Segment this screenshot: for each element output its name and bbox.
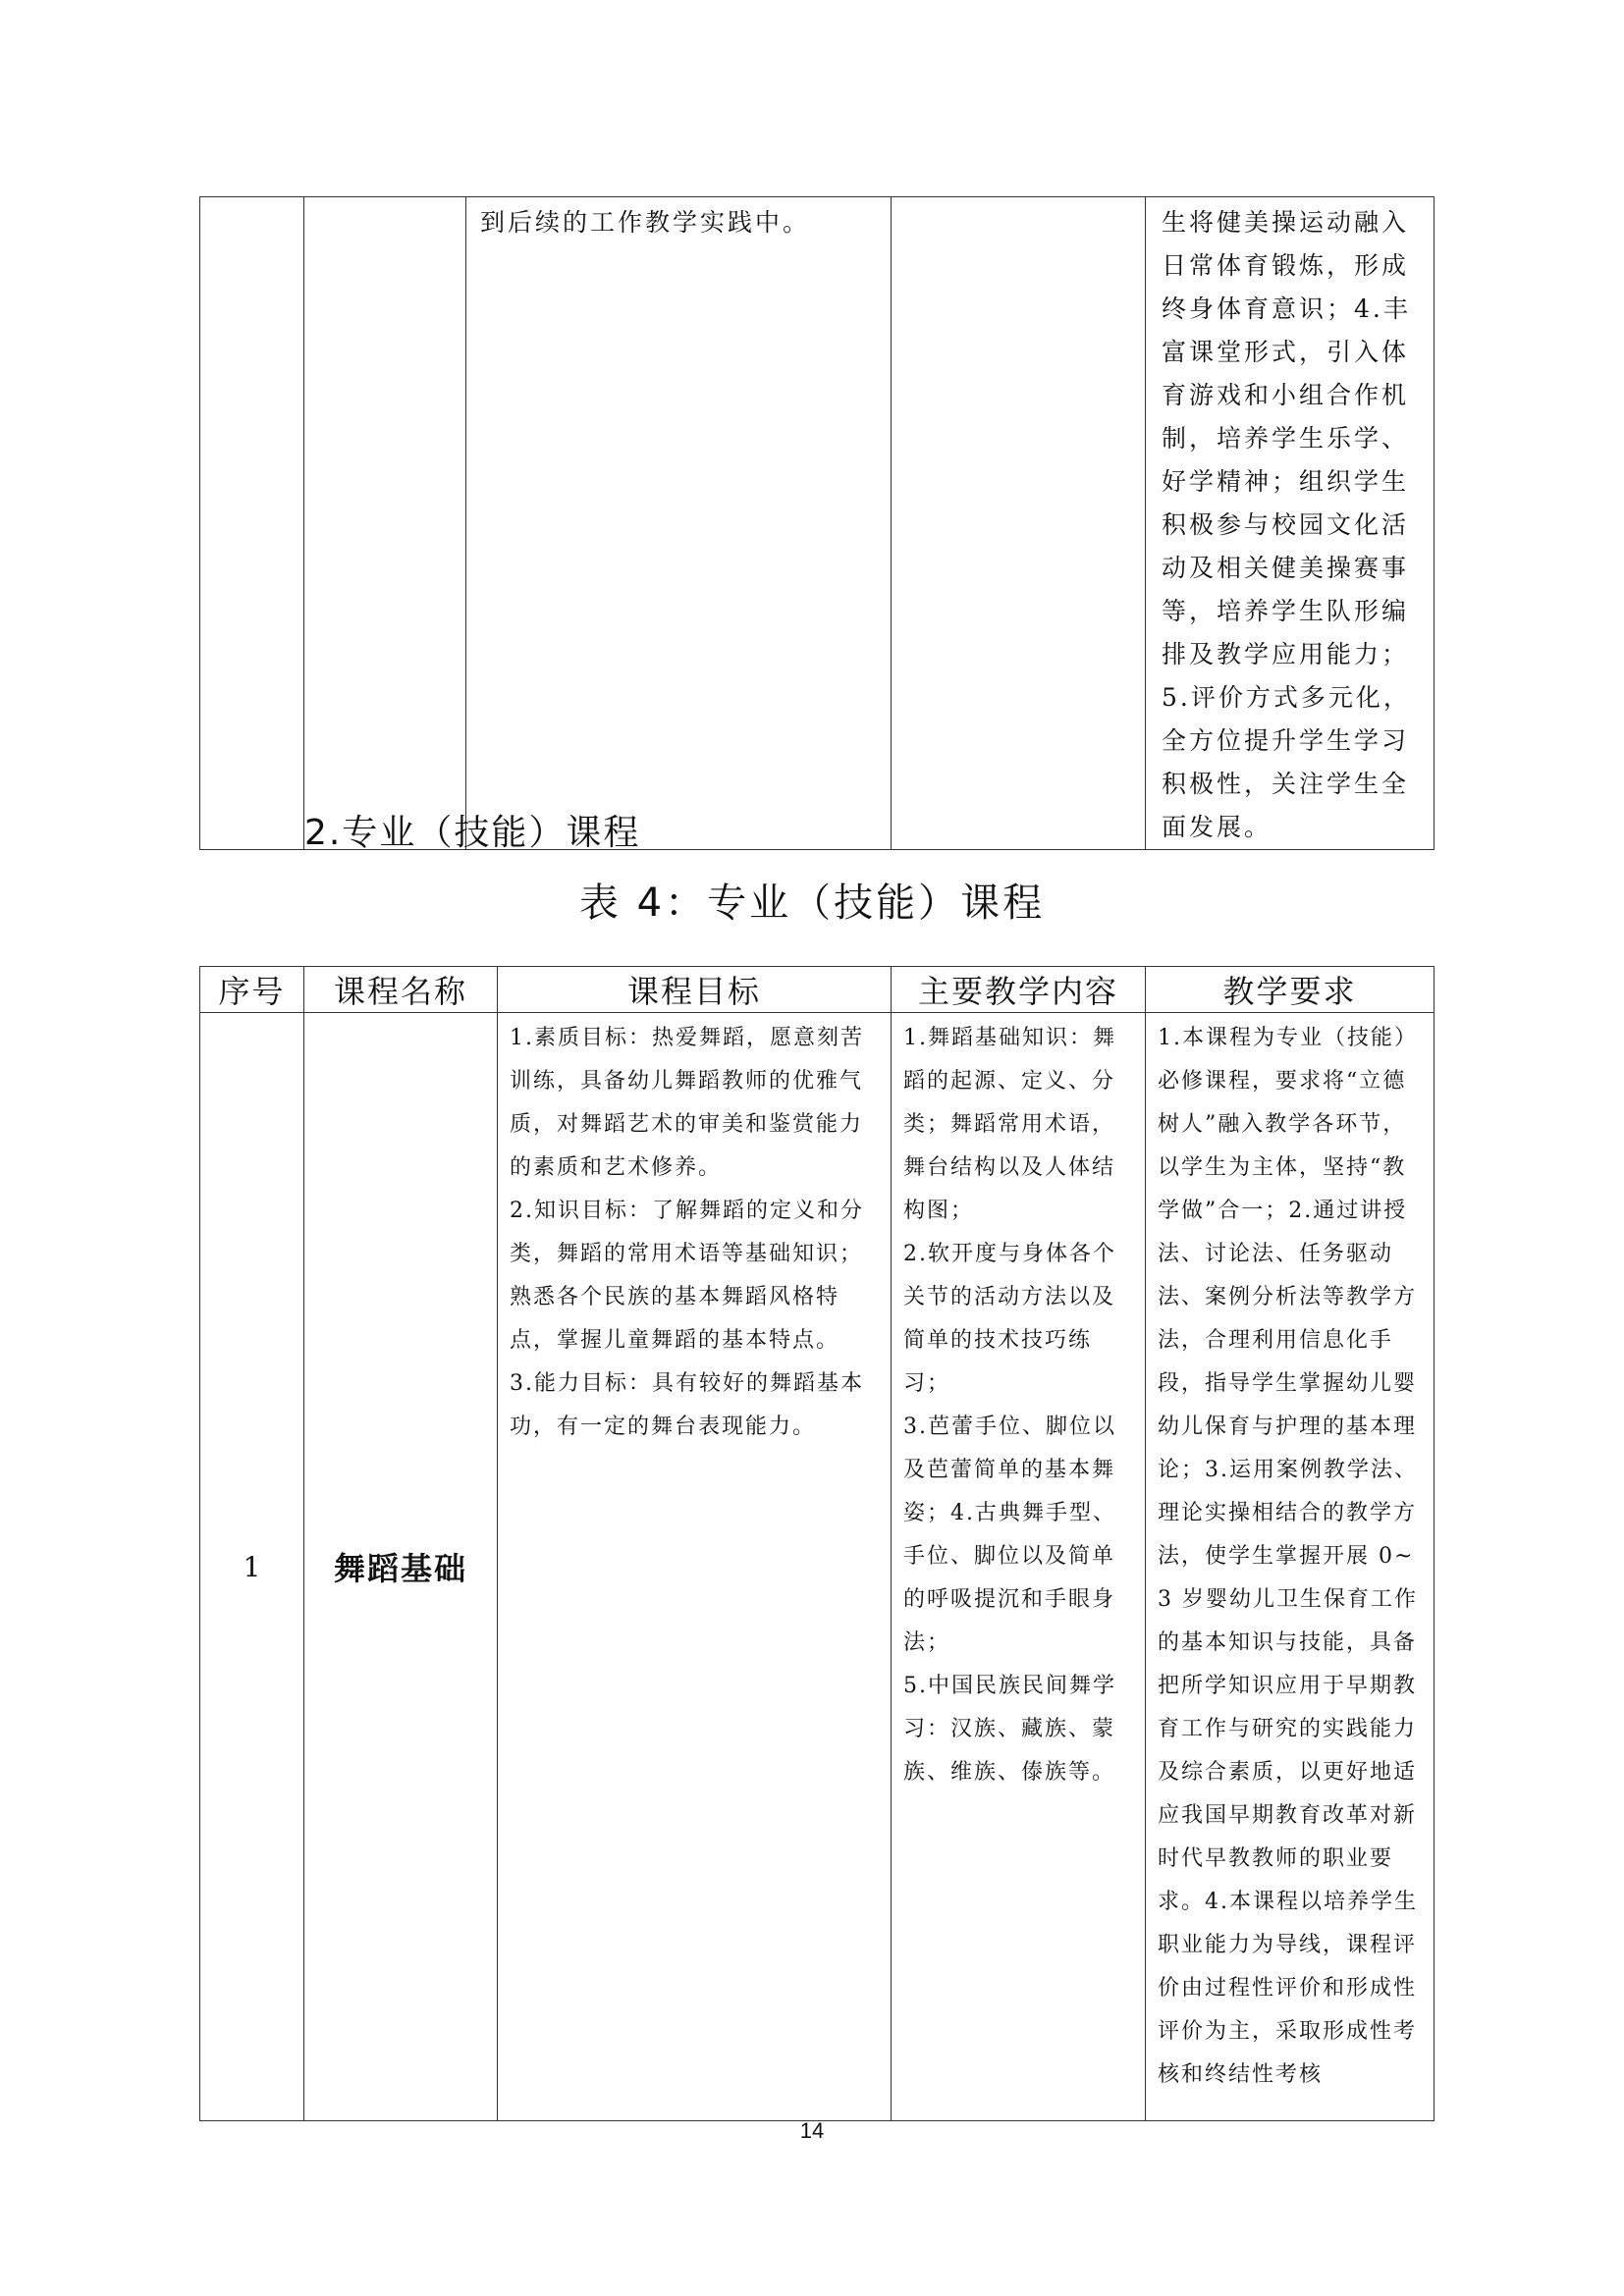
seq-cell: 1 [200,1013,304,2121]
header-goal: 课程目标 [498,967,892,1013]
goal-text: 1.素质目标：热爱舞蹈，愿意刻苦训练，具备幼儿舞蹈教师的优雅气质，对舞蹈艺术的审美和鉴赏能力的素质和艺术修养。 2.知识目标：了解舞蹈的定义和分类，舞蹈的常用术语等基础知识；熟悉各个民族的基本舞蹈风格特点，掌握儿童舞蹈的基本特点。 3.能力目标：具有较好的舞蹈基本功，有一定的舞台表现能力。 [510,1026,864,1439]
requirement-text: 生将健美操运动融入日常体育锻炼，形成终身体育意识；4.丰富课堂形式，引入体育游戏和小组合作机制，培养学生乐学、好学精神；组织学生积极参与校园文化活动及相关健美操赛事等，培养学生队形编排及教学应用能力；5.评价方式多元化，全方位提升学生学习积极性，关注学生全面发展。 [1162,208,1411,841]
professional-course-table [199,966,1435,2121]
page-number: 14 [799,2118,825,2143]
table-title: 表 4：专业（技能）课程 [578,881,1046,926]
content-cell [892,197,1146,850]
course-name-cell [304,197,466,850]
seq-cell [200,197,304,850]
section-heading: 2.专业（技能）课程 [304,813,641,853]
continued-course-table [199,196,1435,850]
goal-cell [498,1013,892,2121]
content-text [892,197,1145,201]
table-row [200,1013,1435,2121]
requirement-cell [1146,1013,1435,2121]
header-requirement: 教学要求 [1146,967,1435,1013]
content-cell [892,1013,1146,2121]
course-name-cell: 舞蹈基础 [304,1013,498,2121]
requirement-text: 1.本课程为专业（技能）必修课程，要求将“立德树人”融入教学各环节，以学生为主体，坚持“教学做”合一；2.通过讲授法、讨论法、任务驱动法、案例分析法等教学方法，合理利用信息化手段，指导学生掌握幼儿婴幼儿保育与护理的基本理论；3.运用案例教学法、理论实操相结合的教学方法，使学生掌握开展 0~3 岁婴幼儿卫生保育工作的基本知识与技能，具备把所学知识应用于早期教育工作与研究的实践能力及综合素质，以更好地适应我国早期教育改革对新时代早教教师的职业要求。4.本课程以培养学生职业能力为导线，课程评价由过程性评价和形成性评价为主，采取形成性考核和终结性考核 [1158,1026,1418,2087]
goal-cell [466,197,892,850]
content-text: 1.舞蹈基础知识：舞蹈的起源、定义、分类；舞蹈常用术语，舞台结构以及人体结构图； 2.软开度与身体各个关节的活动方法以及简单的技术技巧练习； 3.芭蕾手位、脚位以及芭蕾简单的基本舞姿；4.古典舞手型、手位、脚位以及简单的呼吸提沉和手眼身法； 5.中国民族民间舞学习：汉族、藏族、蒙族、维族、傣族等。 [903,1026,1116,1785]
goal-text: 到后续的工作教学实践中。 [480,208,811,237]
header-content: 主要教学内容 [892,967,1146,1013]
requirement-cell [1146,197,1435,850]
header-row [200,967,1435,1013]
table-row [200,197,1435,850]
header-course-name: 课程名称 [304,967,498,1013]
header-seq: 序号 [200,967,304,1013]
